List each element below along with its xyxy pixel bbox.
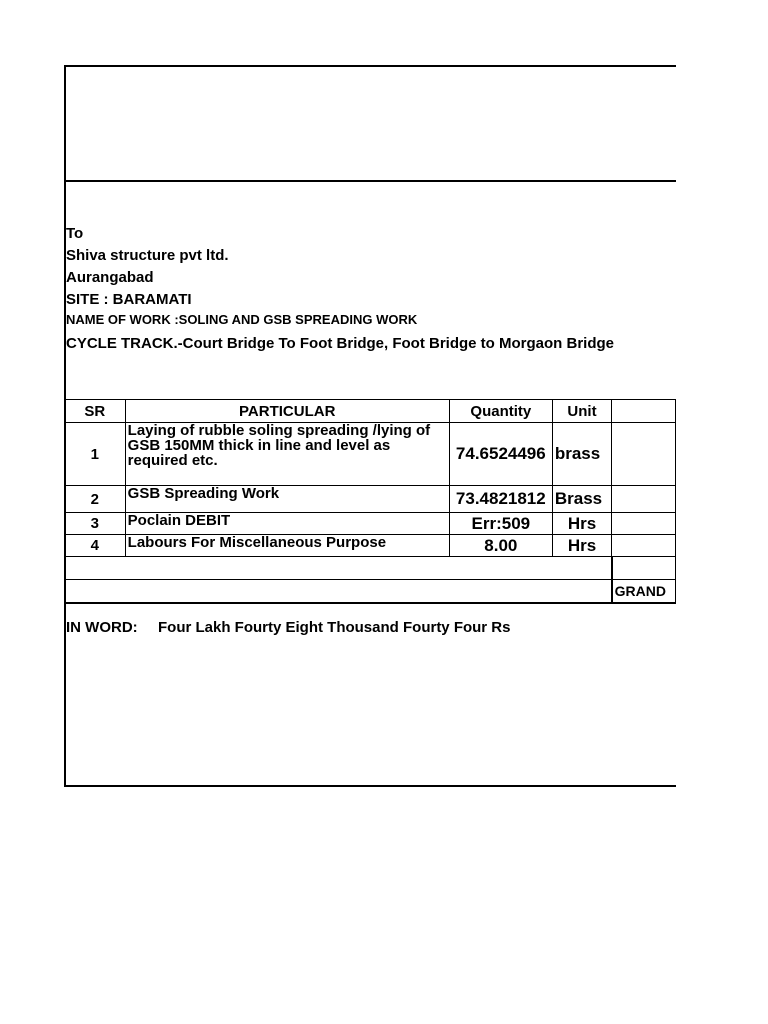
row-quantity: 74.6524496 (449, 423, 552, 486)
row-quantity: 73.4821812 (449, 486, 552, 513)
table-header-row (65, 400, 676, 423)
header-particular: PARTICULAR (125, 400, 449, 423)
row-unit: Brass (552, 486, 611, 513)
items-table (64, 399, 676, 604)
row-particular: Labours For Miscellaneous Purpose (125, 535, 449, 557)
in-word-label: IN WORD: (66, 619, 138, 636)
row-sr: 4 (65, 535, 126, 557)
row-extra (612, 423, 676, 486)
row-particular: GSB Spreading Work (125, 486, 449, 513)
row-sr: 1 (65, 423, 126, 486)
row-extra (612, 486, 676, 513)
table-row (65, 535, 676, 557)
row-unit: brass (552, 423, 611, 486)
grand-blank-cell (65, 580, 612, 604)
company-city: Aurangabad (66, 269, 154, 286)
to-label: To (66, 225, 84, 242)
row-unit: Hrs (552, 513, 611, 535)
table-blank-row (65, 557, 676, 580)
in-word-value: Four Lakh Fourty Eight Thousand Fourty Four Rs (158, 619, 511, 636)
header-sr: SR (65, 400, 126, 423)
site-line: SITE : BARAMATI (66, 291, 192, 308)
row-particular: Poclain DEBIT (125, 513, 449, 535)
blank-cell (65, 557, 612, 580)
table-row (65, 486, 676, 513)
header-quantity: Quantity (449, 400, 552, 423)
table-row (65, 513, 676, 535)
blank-extra (612, 557, 676, 580)
project-title: CYCLE TRACK.-Court Bridge To Foot Bridge, Foot Bridge to Morgaon Bridge (66, 335, 615, 352)
row-quantity: Err:509 (449, 513, 552, 535)
table-row (65, 423, 676, 486)
grand-total-label: GRAND (612, 580, 676, 604)
row-sr: 2 (65, 486, 126, 513)
name-of-work: NAME OF WORK :SOLING AND GSB SPREADING WORK (66, 312, 418, 327)
header-extra (612, 400, 676, 423)
header-unit: Unit (552, 400, 611, 423)
row-particular: Laying of rubble soling spreading /lying of GSB 150MM thick in line and level as required etc. (125, 423, 449, 486)
row-extra (612, 535, 676, 557)
row-sr: 3 (65, 513, 126, 535)
row-quantity: 8.00 (449, 535, 552, 557)
company-name: Shiva structure pvt ltd. (66, 247, 229, 264)
row-unit: Hrs (552, 535, 611, 557)
table-grand-row (65, 580, 676, 604)
row-extra (612, 513, 676, 535)
header-divider (64, 180, 676, 182)
